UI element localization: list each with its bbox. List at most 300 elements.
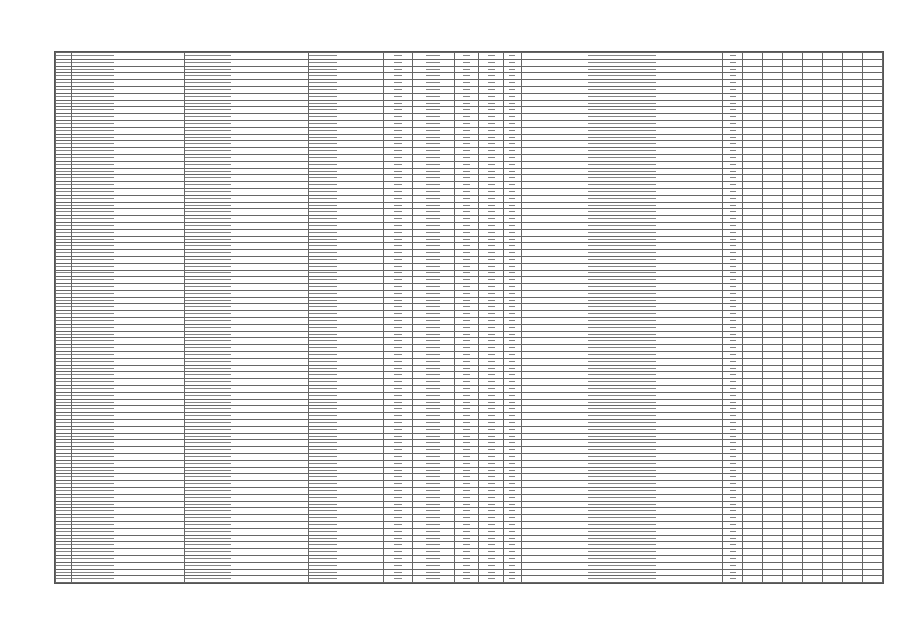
table-cell [763,494,783,501]
table-cell [723,576,743,583]
table-cell [56,501,72,508]
table-cell [56,80,72,87]
table-cell [308,569,383,576]
table-cell [479,202,503,209]
illegible-text-placeholder [509,531,515,532]
illegible-text-placeholder [588,191,656,192]
table-cell [843,535,863,542]
table-cell [503,114,521,121]
illegible-text-placeholder [488,164,495,165]
table-cell [308,481,383,488]
illegible-text-placeholder [426,340,440,341]
table-cell [503,304,521,311]
table-cell [479,114,503,121]
table-cell [184,386,308,393]
illegible-text-placeholder [588,259,656,260]
table-cell [743,80,763,87]
table-cell [479,542,503,549]
illegible-text-placeholder [185,313,231,314]
table-cell [71,549,184,556]
table-cell [743,100,763,107]
illegible-text-placeholder [394,354,402,355]
table-cell [723,148,743,155]
illegible-text-placeholder [588,388,656,389]
table-cell [843,576,863,583]
table-cell [723,59,743,66]
illegible-text-placeholder [394,483,402,484]
illegible-text-placeholder [309,232,337,233]
illegible-text-placeholder [730,232,736,233]
table-cell [843,250,863,257]
illegible-text-placeholder [488,354,495,355]
table-cell [184,195,308,202]
illegible-text-placeholder [588,130,656,131]
illegible-text-placeholder [463,361,470,362]
illegible-text-placeholder [730,354,736,355]
table-cell [783,236,803,243]
table-cell [308,250,383,257]
illegible-text-placeholder [588,82,656,83]
table-cell [384,290,413,297]
table-cell [384,284,413,291]
table-cell [503,297,521,304]
illegible-text-placeholder [588,415,656,416]
table-cell [723,535,743,542]
illegible-text-placeholder [394,164,402,165]
table-cell [723,86,743,93]
illegible-text-placeholder [394,252,402,253]
table-cell [384,440,413,447]
illegible-text-placeholder [309,388,337,389]
table-cell [56,168,72,175]
illegible-text-placeholder [730,306,736,307]
table-cell [862,352,882,359]
illegible-text-placeholder [56,82,71,83]
table-cell [783,494,803,501]
table-cell [763,304,783,311]
table-row [56,141,883,148]
illegible-text-placeholder [394,497,402,498]
table-cell [71,304,184,311]
table-cell [384,365,413,372]
table-cell [455,100,479,107]
table-cell [521,583,723,584]
table-cell [308,352,383,359]
table-cell [71,488,184,495]
table-cell [521,114,723,121]
table-cell [803,243,823,250]
table-cell [862,114,882,121]
illegible-text-placeholder [185,388,231,389]
table-cell [823,386,843,393]
table-cell [184,508,308,515]
illegible-text-placeholder [588,75,656,76]
illegible-text-placeholder [426,504,440,505]
table-cell [503,467,521,474]
table-cell [412,352,454,359]
table-cell [823,379,843,386]
table-cell [56,365,72,372]
table-cell [503,100,521,107]
table-row [56,454,883,461]
table-cell [71,236,184,243]
illegible-text-placeholder [72,103,114,104]
illegible-text-placeholder [588,381,656,382]
table-cell [862,311,882,318]
table-cell [412,93,454,100]
illegible-text-placeholder [56,116,71,117]
illegible-text-placeholder [185,130,231,131]
table-cell [455,73,479,80]
illegible-text-placeholder [426,442,440,443]
illegible-text-placeholder [463,381,470,382]
table-cell [479,345,503,352]
table-cell [843,107,863,114]
table-cell [56,114,72,121]
table-cell [184,182,308,189]
illegible-text-placeholder [394,177,402,178]
illegible-text-placeholder [426,272,440,273]
illegible-text-placeholder [309,531,337,532]
table-cell [412,569,454,576]
illegible-text-placeholder [309,96,337,97]
table-cell [184,86,308,93]
table-cell [763,202,783,209]
table-row [56,161,883,168]
table-cell [184,433,308,440]
table-cell [723,426,743,433]
table-cell [843,501,863,508]
illegible-text-placeholder [426,171,440,172]
table-cell [743,474,763,481]
table-cell [862,379,882,386]
table-cell [479,175,503,182]
table-cell [455,386,479,393]
illegible-text-placeholder [185,544,231,545]
illegible-text-placeholder [463,354,470,355]
table-cell [743,73,763,80]
illegible-text-placeholder [309,402,337,403]
table-cell [384,528,413,535]
table-cell [723,263,743,270]
table-cell [184,263,308,270]
table-cell [184,161,308,168]
table-cell [803,284,823,291]
table-cell [455,284,479,291]
illegible-text-placeholder [72,510,114,511]
table-cell [862,86,882,93]
table-cell [763,365,783,372]
table-cell [803,59,823,66]
illegible-text-placeholder [309,116,337,117]
table-cell [843,345,863,352]
table-cell [783,229,803,236]
table-cell [455,352,479,359]
table-cell [823,236,843,243]
table-cell [763,318,783,325]
illegible-text-placeholder [426,538,440,539]
illegible-text-placeholder [309,109,337,110]
table-cell [412,338,454,345]
illegible-text-placeholder [588,143,656,144]
illegible-text-placeholder [56,558,71,559]
table-cell [71,297,184,304]
illegible-text-placeholder [72,198,114,199]
table-cell [455,256,479,263]
table-cell [479,454,503,461]
illegible-text-placeholder [72,89,114,90]
illegible-text-placeholder [185,150,231,151]
illegible-text-placeholder [463,137,470,138]
table-cell [723,284,743,291]
table-cell [783,93,803,100]
illegible-text-placeholder [588,436,656,437]
table-cell [743,250,763,257]
illegible-text-placeholder [72,245,114,246]
table-cell [308,549,383,556]
table-cell [763,460,783,467]
table-cell [412,488,454,495]
table-cell [723,399,743,406]
table-row [56,583,883,584]
illegible-text-placeholder [185,490,231,491]
illegible-text-placeholder [588,551,656,552]
table-cell [308,202,383,209]
table-row [56,59,883,66]
table-cell [803,93,823,100]
illegible-text-placeholder [509,272,515,273]
table-cell [412,460,454,467]
table-cell [743,188,763,195]
illegible-text-placeholder [309,130,337,131]
table-cell [412,324,454,331]
table-cell [71,420,184,427]
table-cell [843,392,863,399]
table-cell [763,508,783,515]
table-cell [803,365,823,372]
table-cell [56,549,72,556]
table-cell [521,474,723,481]
illegible-text-placeholder [730,143,736,144]
table-cell [479,297,503,304]
table-cell [862,413,882,420]
illegible-text-placeholder [509,449,515,450]
illegible-text-placeholder [56,422,71,423]
table-cell [763,413,783,420]
illegible-text-placeholder [185,381,231,382]
table-cell [384,562,413,569]
table-cell [479,386,503,393]
table-cell [743,467,763,474]
table-cell [479,358,503,365]
table-cell [184,481,308,488]
table-cell [723,195,743,202]
table-cell [71,447,184,454]
table-cell [308,256,383,263]
table-row [56,114,883,121]
illegible-text-placeholder [394,313,402,314]
table-cell [384,216,413,223]
table-cell [862,141,882,148]
table-cell [412,263,454,270]
illegible-text-placeholder [488,232,495,233]
table-row [56,250,883,257]
table-cell [763,107,783,114]
table-cell [479,426,503,433]
table-row [56,256,883,263]
table-cell [71,93,184,100]
table-cell [862,53,882,60]
table-cell [412,426,454,433]
table-cell [412,555,454,562]
table-cell [521,107,723,114]
table-row [56,501,883,508]
illegible-text-placeholder [730,211,736,212]
illegible-text-placeholder [488,572,495,573]
table-cell [823,406,843,413]
table-cell [56,182,72,189]
illegible-text-placeholder [463,463,470,464]
table-cell [455,53,479,60]
table-row [56,304,883,311]
table-cell [521,562,723,569]
table-row [56,440,883,447]
table-cell [71,392,184,399]
table-cell [384,379,413,386]
table-cell [479,182,503,189]
table-cell [521,243,723,250]
table-cell [184,277,308,284]
table-cell [743,542,763,549]
table-cell [521,528,723,535]
illegible-text-placeholder [463,531,470,532]
table-cell [71,501,184,508]
table-cell [783,216,803,223]
illegible-text-placeholder [588,361,656,362]
illegible-text-placeholder [730,191,736,192]
illegible-text-placeholder [509,252,515,253]
table-cell [503,406,521,413]
table-cell [743,386,763,393]
illegible-text-placeholder [309,55,337,56]
table-cell [184,521,308,528]
illegible-text-placeholder [509,116,515,117]
illegible-text-placeholder [185,483,231,484]
table-cell [412,154,454,161]
illegible-text-placeholder [730,157,736,158]
table-cell [184,399,308,406]
table-cell [412,250,454,257]
illegible-text-placeholder [56,572,71,573]
illegible-text-placeholder [56,327,71,328]
illegible-text-placeholder [730,279,736,280]
illegible-text-placeholder [463,55,470,56]
table-cell [71,154,184,161]
table-row [56,372,883,379]
table-cell [56,270,72,277]
table-cell [763,399,783,406]
illegible-text-placeholder [588,211,656,212]
table-cell [862,318,882,325]
illegible-text-placeholder [185,415,231,416]
table-cell [823,528,843,535]
table-cell [412,216,454,223]
table-cell [455,358,479,365]
table-cell [412,528,454,535]
table-cell [803,324,823,331]
table-cell [743,583,763,584]
table-cell [412,440,454,447]
table-cell [184,107,308,114]
table-cell [56,216,72,223]
table-cell [823,501,843,508]
table-cell [308,93,383,100]
table-cell [862,324,882,331]
illegible-text-placeholder [588,293,656,294]
table-cell [521,467,723,474]
table-cell [521,250,723,257]
table-cell [763,331,783,338]
illegible-text-placeholder [56,103,71,104]
table-cell [862,80,882,87]
table-cell [455,345,479,352]
table-cell [56,86,72,93]
illegible-text-placeholder [588,218,656,219]
illegible-text-placeholder [730,116,736,117]
illegible-text-placeholder [730,578,736,579]
illegible-text-placeholder [588,517,656,518]
table-cell [412,53,454,60]
table-cell [71,331,184,338]
table-cell [384,297,413,304]
table-cell [479,406,503,413]
illegible-text-placeholder [56,69,71,70]
illegible-text-placeholder [488,103,495,104]
illegible-text-placeholder [509,408,515,409]
illegible-text-placeholder [72,164,114,165]
illegible-text-placeholder [394,551,402,552]
table-cell [479,270,503,277]
table-cell [455,263,479,270]
illegible-text-placeholder [394,191,402,192]
table-cell [308,175,383,182]
table-cell [56,460,72,467]
table-row [56,236,883,243]
illegible-text-placeholder [394,109,402,110]
table-cell [479,379,503,386]
table-cell [521,549,723,556]
table-cell [862,521,882,528]
illegible-text-placeholder [588,109,656,110]
table-cell [803,66,823,73]
table-cell [308,86,383,93]
illegible-text-placeholder [56,150,71,151]
illegible-text-placeholder [394,157,402,158]
illegible-text-placeholder [394,232,402,233]
illegible-text-placeholder [185,538,231,539]
table-cell [843,338,863,345]
table-cell [308,148,383,155]
table-cell [763,195,783,202]
table-cell [823,209,843,216]
table-cell [803,290,823,297]
illegible-text-placeholder [488,388,495,389]
table-cell [743,535,763,542]
table-cell [455,338,479,345]
illegible-text-placeholder [394,82,402,83]
illegible-text-placeholder [185,286,231,287]
illegible-text-placeholder [488,62,495,63]
